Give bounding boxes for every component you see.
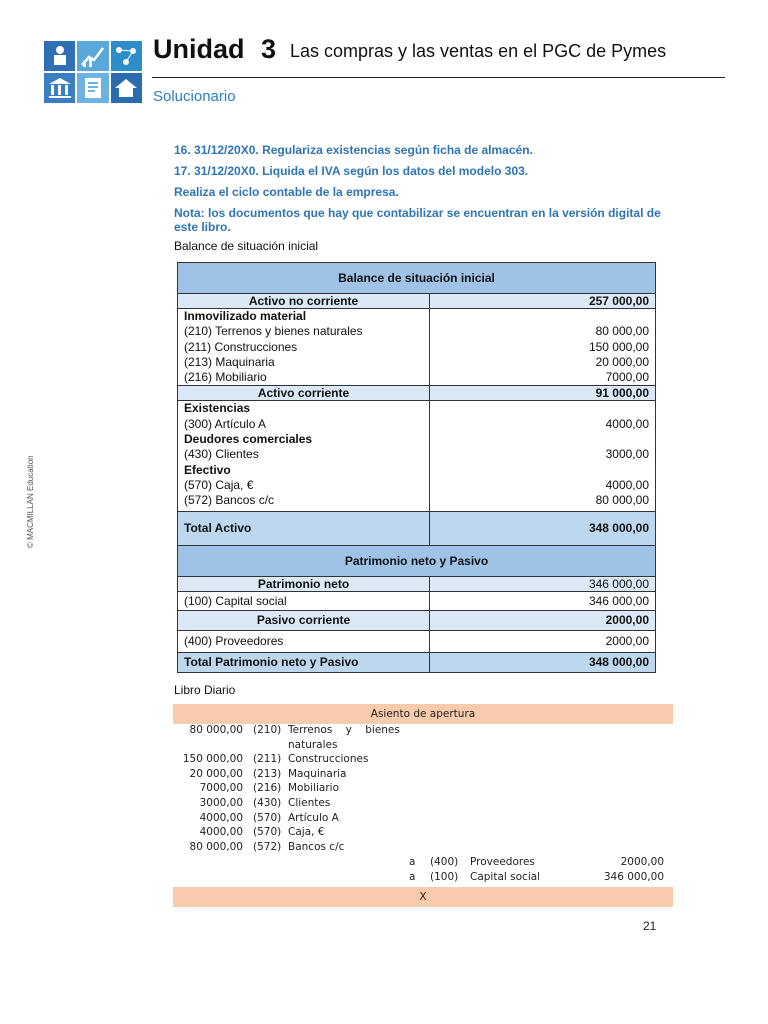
person-icon <box>44 41 75 71</box>
debit-account: (216) <box>253 782 282 795</box>
debit-amount: 80 000,00 <box>189 841 243 854</box>
total-pnp-row <box>178 652 656 672</box>
journal-debit-row <box>173 826 673 841</box>
proveedores-row <box>178 630 656 652</box>
deudores-label: Deudores comerciales <box>184 432 313 447</box>
inmov-item-value: 80 000,00 <box>595 324 649 339</box>
inmov-item-label: (210) Terrenos y bienes naturales <box>184 324 363 339</box>
balance-table <box>177 262 656 673</box>
pc-label: Pasivo corriente <box>178 610 430 630</box>
debit-amount: 4000,00 <box>199 811 243 824</box>
journal-debit-row <box>173 812 673 827</box>
house-icon <box>111 73 142 103</box>
credit-marker: a <box>409 855 416 868</box>
anc-row <box>178 294 656 309</box>
credit-name: Proveedores <box>470 855 535 868</box>
journal-entry <box>173 704 673 907</box>
pc-total: 2000,00 <box>430 610 656 630</box>
credit-amount: 346 000,00 <box>603 870 664 883</box>
bank-icon <box>44 73 75 103</box>
ac-total: 91 000,00 <box>430 386 656 401</box>
statement-17: 17. 31/12/20X0. Liquida el IVA según los datos del modelo 303. <box>174 164 529 178</box>
total-activo-row <box>178 511 656 545</box>
debit-name-continued: naturales <box>288 738 338 751</box>
section-title: Solucionario <box>153 88 236 105</box>
ac-block <box>178 401 656 511</box>
debit-amount: 3000,00 <box>199 797 243 810</box>
total-activo-value: 348 000,00 <box>430 511 656 545</box>
debit-amount: 150 000,00 <box>182 753 243 765</box>
journal-footer: X <box>173 887 673 907</box>
pn-label: Patrimonio neto <box>178 576 430 591</box>
inmov-item-label: (211) Construcciones <box>184 339 298 354</box>
journal-caption: Libro Diario <box>174 683 236 697</box>
debit-account: (213) <box>253 767 282 780</box>
debit-name: Bancos c/c <box>288 841 345 854</box>
debit-amount: 4000,00 <box>199 826 243 839</box>
debit-amount: 80 000,00 <box>189 724 243 736</box>
deudores-item-label: (430) Clientes <box>184 447 259 462</box>
credit-account: (400) <box>430 855 459 868</box>
debit-name: Artículo A <box>288 811 339 824</box>
anc-total: 257 000,00 <box>430 294 656 309</box>
debit-account: (430) <box>253 797 282 810</box>
statement-16: 16. 31/12/20X0. Regulariza existencias según ficha de almacén. <box>174 143 533 157</box>
efectivo-item-label: (572) Bancos c/c <box>184 493 275 508</box>
pn-total: 346 000,00 <box>430 576 656 591</box>
balance-title: Balance de situación inicial <box>178 263 656 294</box>
unit-title: Las compras y las ventas en el PGC de Pymes <box>290 41 667 61</box>
capital-value: 346 000,00 <box>430 591 656 610</box>
pn-row <box>178 576 656 591</box>
debit-name: Mobiliario <box>288 782 339 795</box>
journal-debit-row <box>173 724 673 753</box>
balance-title-row <box>178 263 656 294</box>
credit-marker: a <box>409 870 416 883</box>
journal-debit-row <box>173 841 673 856</box>
unit-logo <box>44 41 142 103</box>
growth-chart-icon <box>77 41 108 71</box>
network-icon <box>111 41 142 71</box>
ac-label: Activo corriente <box>178 386 430 401</box>
inmov-item-value: 150 000,00 <box>588 339 649 354</box>
capital-row <box>178 591 656 610</box>
ac-row <box>178 386 656 401</box>
balance-caption: Balance de situación inicial <box>174 239 319 253</box>
credit-amount: 2000,00 <box>620 855 664 868</box>
journal-title: Asiento de apertura <box>173 704 673 724</box>
pnp-title: Patrimonio neto y Pasivo <box>178 545 656 576</box>
page-number: 21 <box>643 919 657 933</box>
capital-label: (100) Capital social <box>178 591 430 610</box>
efectivo-item-value: 4000,00 <box>605 477 649 492</box>
journal-credit-row <box>173 856 673 871</box>
unit-number: 3 <box>261 34 277 64</box>
debit-account: (211) <box>253 753 282 765</box>
debit-account: (572) <box>253 841 282 854</box>
journal-debit-row <box>173 768 673 783</box>
debit-name: Caja, € <box>288 826 325 839</box>
existencias-item-value: 4000,00 <box>605 416 649 431</box>
unit-word: Unidad <box>153 34 245 64</box>
efectivo-label: Efectivo <box>184 462 231 477</box>
header-divider <box>152 77 725 78</box>
debit-account: (210) <box>253 724 282 736</box>
pnp-title-row <box>178 545 656 576</box>
inmov-block <box>178 309 656 386</box>
copyright-note: © MACMILLAN Education <box>26 455 35 548</box>
existencias-item-label: (300) Artículo A <box>184 416 267 431</box>
statement-cycle: Realiza el ciclo contable de la empresa. <box>174 185 399 199</box>
credit-name: Capital social <box>470 870 541 883</box>
debit-amount: 7000,00 <box>199 782 243 795</box>
deudores-item-value: 3000,00 <box>605 447 649 462</box>
debit-name: Terrenos y bienes <box>288 724 400 736</box>
existencias-label: Existencias <box>184 401 251 416</box>
debit-account: (570) <box>253 811 282 824</box>
total-pnp-label: Total Patrimonio neto y Pasivo <box>178 652 430 672</box>
inmov-item-value: 20 000,00 <box>595 354 649 369</box>
total-pnp-value: 348 000,00 <box>430 652 656 672</box>
proveedores-value: 2000,00 <box>430 630 656 652</box>
debit-account: (570) <box>253 826 282 839</box>
debit-amount: 20 000,00 <box>189 767 243 780</box>
proveedores-label: (400) Proveedores <box>178 630 430 652</box>
total-activo-label: Total Activo <box>178 511 430 545</box>
document-icon <box>77 73 108 103</box>
credit-account: (100) <box>430 870 459 883</box>
debit-name: Construcciones <box>288 753 369 765</box>
efectivo-item-label: (570) Caja, € <box>184 477 254 492</box>
debit-name: Maquinaria <box>288 767 347 780</box>
journal-debit-row <box>173 782 673 797</box>
inmov-item-label: (216) Mobiliario <box>184 370 267 385</box>
inmov-item-label: (213) Maquinaria <box>184 354 275 369</box>
journal-debit-row <box>173 753 673 768</box>
pc-row <box>178 610 656 630</box>
inmov-label: Inmovilizado material <box>184 309 307 323</box>
journal-credit-row <box>173 871 673 886</box>
journal-debit-row <box>173 797 673 812</box>
inmov-item-value: 7000,00 <box>605 370 649 385</box>
debit-name: Clientes <box>288 797 331 810</box>
anc-label: Activo no corriente <box>178 294 430 309</box>
statement-note: Nota: los documentos que hay que contabilizar se encuentran en la versión digital de este libro. <box>174 206 661 234</box>
efectivo-item-value: 80 000,00 <box>595 493 649 508</box>
